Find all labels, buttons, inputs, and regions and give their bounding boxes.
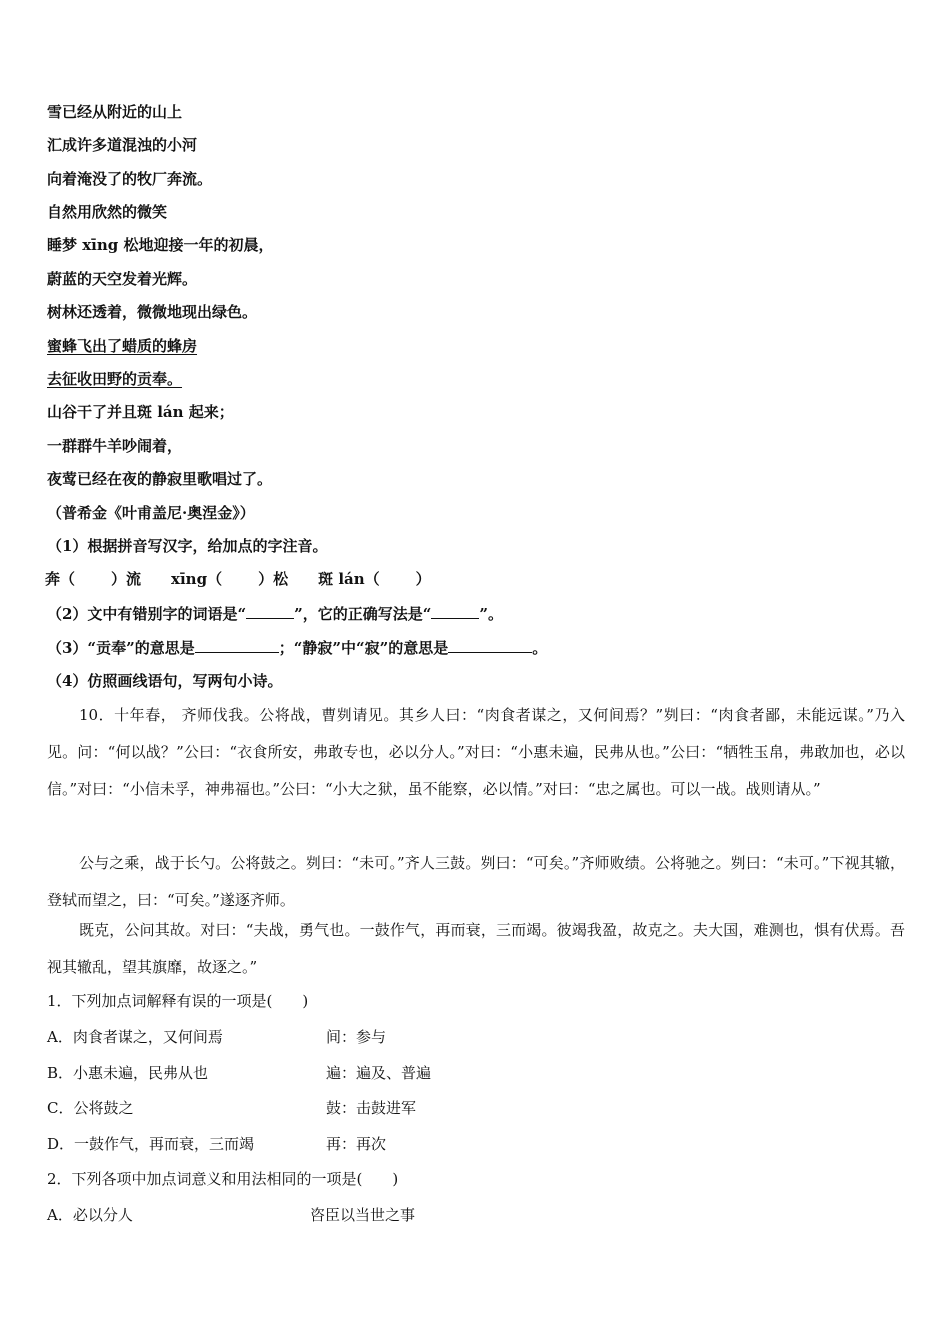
q1-item: xīng（ [171, 570, 223, 588]
question-1-prompt: （1）根据拼音写汉字，给加点的字注音。 [47, 537, 328, 555]
poem-source: （普希金《叶甫盖尼·奥涅金》） [47, 504, 255, 522]
poem-line: 山谷干了并且斑 lán 起来； [47, 403, 234, 421]
mc2-stem: 2．下列各项中加点词意义和用法相同的一项是( ) [47, 1170, 399, 1188]
poem-line: 向着淹没了的牧厂奔流。 [47, 170, 213, 188]
answer-blank[interactable] [195, 638, 279, 653]
q1-item: 奔（ [45, 570, 76, 588]
poem-line: 蔚蓝的天空发着光辉。 [47, 270, 198, 288]
passage-paragraph-1: 10．十年春， 齐师伐我。公将战，曹刿请见。其乡人曰：“肉食者谋之，又何间焉？”刿曰：“肉食者鄙，未能远谋。”乃入见。问：“何以战？”公曰：“衣食所安，弗敢专也，必以分人。”对曰：“小惠未遍，民弗从也。”公曰：“牺牲玉帛，弗敢加也，必以信。”对曰：“小信未孚，神弗福也。”公曰：“小大之狱，虽不能察，必以情。”对曰：“忠之属也。可以一战。战则请从。” [47, 706, 905, 798]
mc1-option-b-gloss: 遍：遍及、普遍 [326, 1064, 432, 1082]
poem-line: 树林还透着，微微地现出绿色。 [47, 303, 258, 321]
poem-line: 雪已经从附近的山上 [47, 103, 183, 121]
mc1-option-c[interactable]: C．公将鼓之 [47, 1099, 134, 1117]
q1-item-tail: ）松 [258, 570, 289, 588]
question-2: （2）文中有错别字的词语是“ ”，它的正确写法是“ ”。 [47, 605, 503, 623]
poem-line-underlined: 去征收田野的贡奉。 [47, 370, 183, 388]
answer-blank[interactable] [431, 604, 479, 619]
mc2-option-a[interactable]: A．必以分人 [47, 1206, 133, 1224]
answer-blank[interactable] [246, 604, 294, 619]
poem-line: 一群群牛羊吵闹着， [47, 437, 183, 455]
answer-blank[interactable] [448, 638, 532, 653]
mc1-option-d[interactable]: D．一鼓作气，再而衰，三而竭 [47, 1135, 255, 1153]
mc1-option-c-gloss: 鼓：击鼓进军 [326, 1099, 417, 1117]
question-3: （3）“贡奉”的意思是 ；“静寂”中“寂”的意思是 。 [47, 639, 548, 657]
mc1-option-a-gloss: 间：参与 [326, 1028, 387, 1046]
poem-line: 汇成许多道混浊的小河 [47, 136, 198, 154]
passage-paragraph-2: 公与之乘，战于长勺。公将鼓之。刿曰：“未可。”齐人三鼓。刿曰：“可矣。”齐师败绩。公将驰之。刿曰：“未可。”下视其辙，登轼而望之，曰：“可矣。”遂逐齐师。 [47, 854, 905, 909]
mc1-stem: 1．下列加点词解释有误的一项是( ) [47, 992, 309, 1010]
mc1-option-a[interactable]: A．肉食者谋之，又何间焉 [47, 1028, 223, 1046]
q1-item-tail: ）流 [111, 570, 142, 588]
q1-item: 斑 lán（ [318, 570, 380, 588]
mc1-option-d-gloss: 再：再次 [326, 1135, 387, 1153]
poem-line: 夜莺已经在夜的静寂里歌唱过了。 [47, 470, 273, 488]
passage-paragraph-3: 既克，公问其故。对曰：“夫战，勇气也。一鼓作气，再而衰，三而竭。彼竭我盈，故克之。夫大国，难测也，惧有伏焉。吾视其辙乱，望其旗靡，故逐之。” [47, 921, 905, 976]
question-4: （4）仿照画线语句，写两句小诗。 [47, 672, 283, 690]
poem-line: 睡梦 xīng 松地迎接一年的初晨， [47, 236, 274, 254]
poem-line-underlined: 蜜蜂飞出了蜡质的蜂房 [47, 337, 198, 355]
q1-item-tail: ） [415, 570, 431, 588]
poem-line: 自然用欣然的微笑 [47, 203, 168, 221]
mc1-option-b[interactable]: B．小惠未遍，民弗从也 [47, 1064, 209, 1082]
mc2-option-a-compare: 咨臣以当世之事 [310, 1206, 416, 1224]
question-1-items [45, 568, 431, 590]
